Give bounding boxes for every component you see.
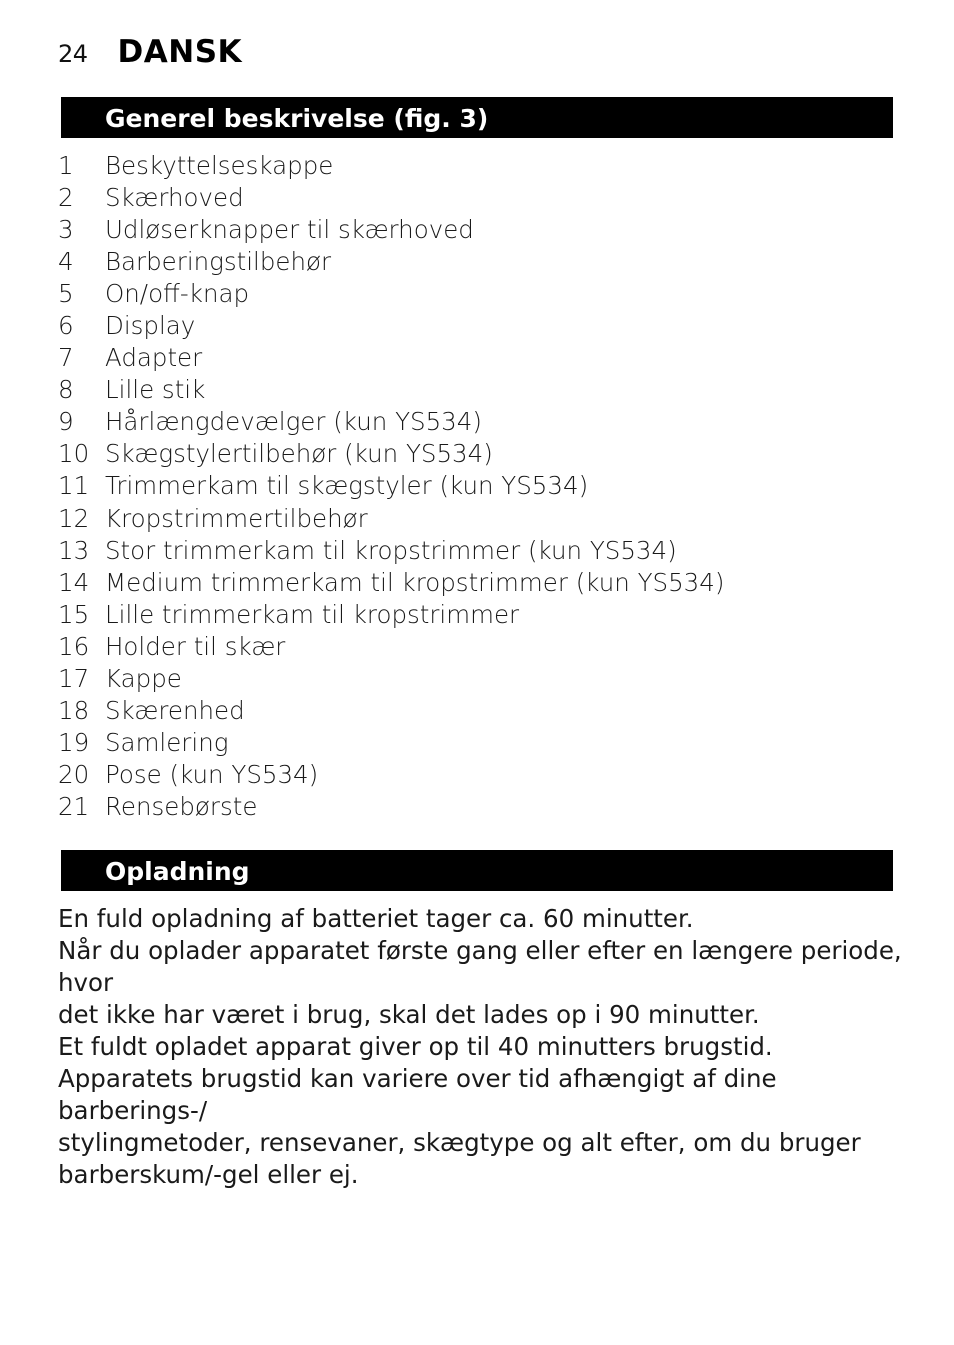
page-header — [58, 34, 242, 74]
list-item — [58, 438, 724, 470]
list-item — [58, 214, 724, 246]
item-label: Kappe — [105, 663, 182, 693]
list-item — [58, 791, 724, 823]
item-number: 6 — [58, 311, 74, 341]
item-label: Rensebørste — [105, 791, 258, 821]
language-heading: DANSK — [117, 34, 243, 70]
list-item — [58, 503, 724, 535]
item-number: 1 — [58, 151, 74, 180]
item-number: 12 — [58, 503, 90, 533]
list-item — [58, 182, 724, 214]
item-label: Hårlængdevælger (kun YS534) — [105, 407, 482, 437]
item-label: Skærenhed — [105, 695, 245, 725]
parts-list — [58, 150, 724, 823]
item-label: Lille trimmerkam til kropstrimmer — [105, 599, 520, 629]
paragraph-line: stylingmetoder, rensevaner, skægtype og alt efter, om du bruger — [58, 1128, 861, 1157]
item-number: 11 — [58, 471, 90, 501]
paragraph-line: barberskum/-gel eller ej. — [58, 1160, 359, 1189]
list-item — [58, 470, 724, 502]
section-heading-charging: Opladning — [61, 850, 893, 891]
item-number: 8 — [58, 375, 74, 405]
list-item — [58, 246, 724, 278]
list-item — [58, 406, 724, 438]
item-number: 15 — [58, 599, 90, 629]
item-label: Kropstrimmertilbehør — [105, 503, 368, 533]
item-label: Barberingstilbehør — [105, 247, 332, 277]
item-number: 16 — [58, 631, 90, 661]
item-number: 18 — [58, 695, 90, 725]
paragraph-line: det ikke har været i brug, skal det lades op i 90 minutter. — [58, 1000, 760, 1029]
list-item — [58, 663, 724, 695]
paragraph-line: En fuld opladning af batteriet tager ca. 60 minutter. — [58, 904, 694, 933]
item-number: 9 — [58, 407, 74, 437]
list-item — [58, 727, 724, 759]
item-label: Skægstylertilbehør (kun YS534) — [105, 439, 493, 469]
paragraph-line: Apparatets brugstid kan variere over tid afhængigt af dine barberings-/ — [58, 1064, 777, 1125]
page-number: 24 — [58, 40, 88, 68]
item-number: 3 — [58, 215, 74, 245]
list-item — [58, 535, 724, 567]
item-number: 20 — [58, 759, 90, 789]
item-number: 2 — [58, 183, 74, 213]
item-label: Display — [105, 311, 196, 341]
list-item — [58, 631, 724, 663]
list-item — [58, 278, 724, 310]
item-number: 17 — [58, 663, 90, 693]
item-number: 19 — [58, 727, 90, 757]
item-label: Skærhoved — [105, 183, 244, 213]
item-label: On/off-knap — [105, 279, 250, 309]
list-item — [58, 759, 724, 791]
item-label: Pose (kun YS534) — [105, 759, 319, 789]
item-number: 21 — [58, 791, 90, 821]
paragraph-line: Et fuldt opladet apparat giver op til 40 minutters brugstid. — [58, 1032, 773, 1061]
charging-paragraph — [58, 903, 903, 1191]
item-number: 7 — [58, 343, 74, 373]
item-label: Stor trimmerkam til kropstrimmer (kun YS534) — [105, 535, 677, 565]
item-number: 5 — [58, 279, 74, 309]
item-label: Beskyttelseskappe — [105, 151, 334, 180]
section-heading-general-description: Generel beskrivelse (fig. 3) — [61, 97, 893, 138]
item-number: 14 — [58, 567, 90, 597]
item-label: Holder til skær — [105, 631, 286, 661]
item-number: 10 — [58, 439, 90, 469]
list-item — [58, 150, 724, 182]
list-item — [58, 374, 724, 406]
item-number: 13 — [58, 535, 90, 565]
list-item — [58, 567, 724, 599]
list-item — [58, 342, 724, 374]
item-label: Trimmerkam til skægstyler (kun YS534) — [105, 471, 589, 501]
paragraph-line: Når du oplader apparatet første gang eller efter en længere periode, hvor — [58, 936, 902, 997]
item-label: Medium trimmerkam til kropstrimmer (kun YS534) — [105, 567, 725, 597]
list-item — [58, 310, 724, 342]
item-label: Samlering — [105, 727, 229, 757]
list-item — [58, 695, 724, 727]
list-item — [58, 599, 724, 631]
item-label: Lille stik — [105, 375, 206, 405]
item-number: 4 — [58, 247, 74, 277]
item-label: Adapter — [105, 343, 203, 373]
item-label: Udløserknapper til skærhoved — [105, 215, 474, 245]
